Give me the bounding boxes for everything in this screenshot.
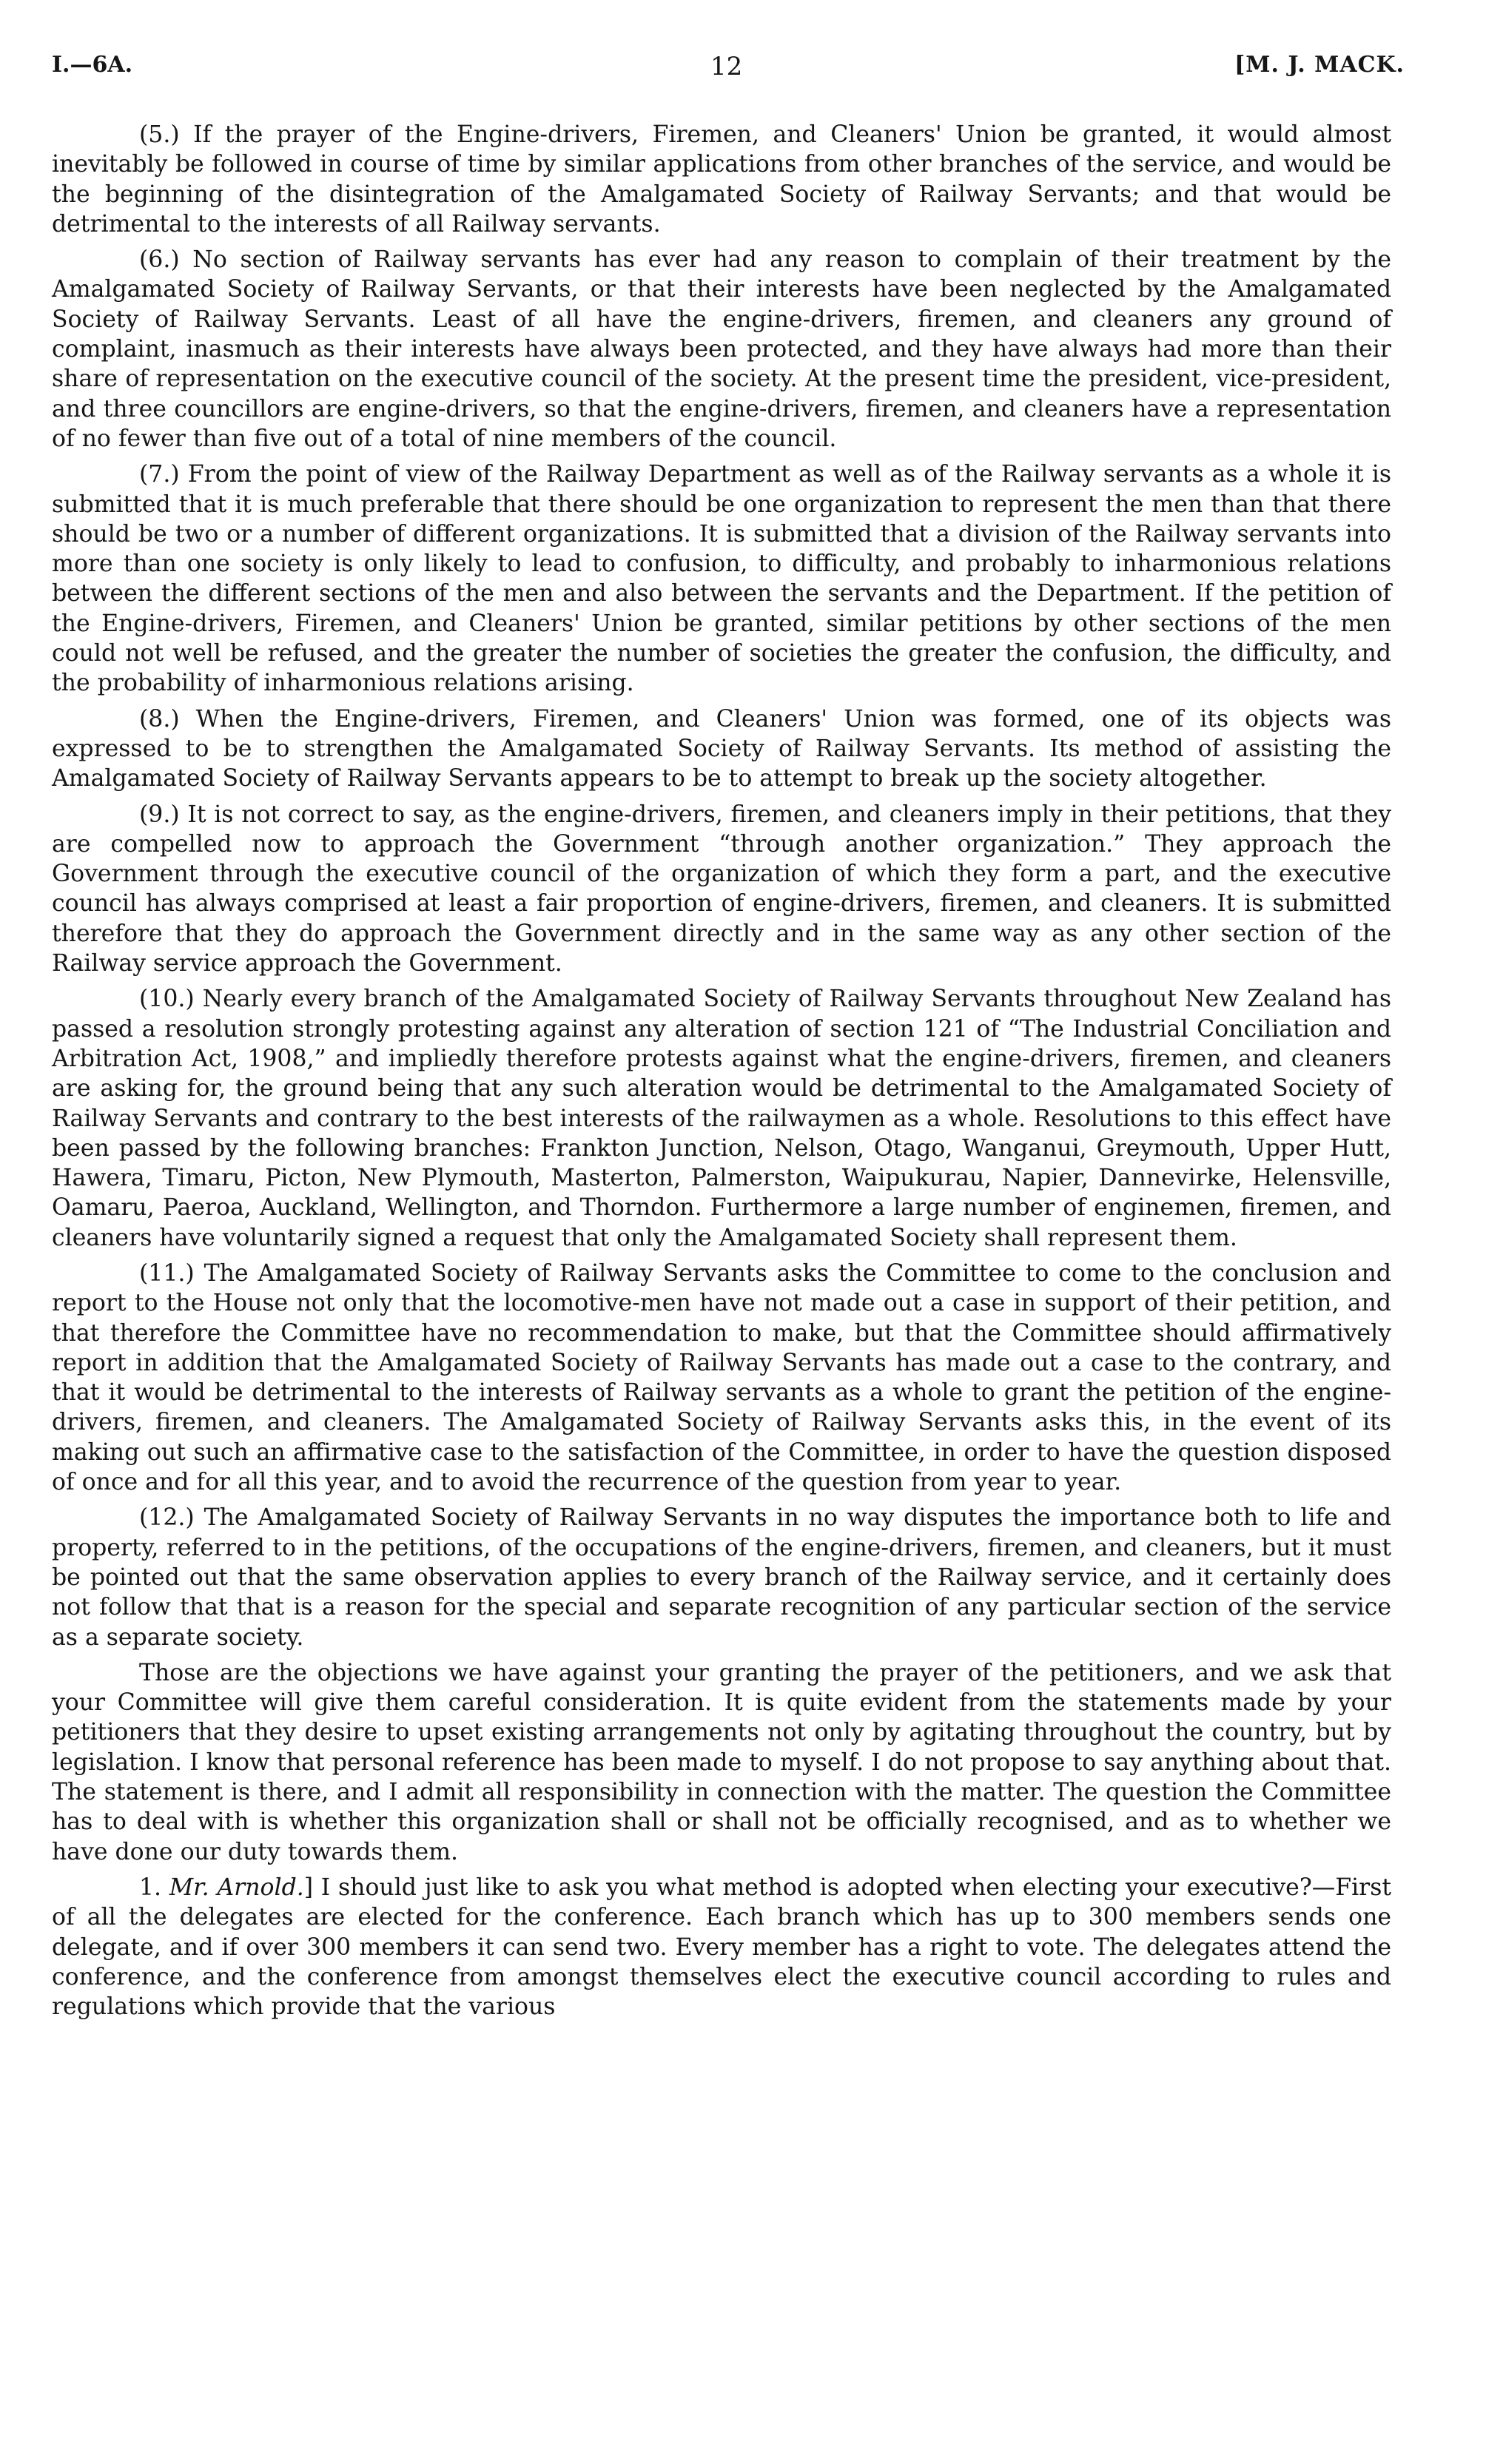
question-1 [52,1873,1391,2022]
paragraph-5: (5.) If the prayer of the Engine-drivers, Firemen, and Cleaners' Union be granted, it would almost inevitably be followed in course of time by similar applications from other branches of the service, and would be the beginning of the disintegration of the Amalgamated Society of Railway Servants; and that would be detrimental to the interests of all Railway servants. [52,121,1391,238]
paragraph-6: (6.) No section of Railway servants has ever had any reason to complain of their treatment by the Amalgamated Society of Railway Servants, or that their interests have been neglected by the Amalgamated Society of Railway Servants. Least of all have the engine-drivers, firemen, and cleaners any ground of complaint, inasmuch as their interests have always been protected, and they have always had more than their share of representation on the executive council of the society. At the present time the president, vice-president, and three councillors are engine-drivers, so that the engine-drivers, firemen, and cleaners have a representation of no fewer than five out of a total of nine members of the council. [52,246,1391,452]
paragraph-11: (11.) The Amalgamated Society of Railway Servants asks the Committee to come to the conclusion and report to the House not only that the locomotive-men have not made out a case in support of their petition, and that therefore the Committee have no recommendation to make, but that the Committee should affirmatively report in addition that the Amalgamated Society of Railway Servants has made out a case to the contrary, and that it would be detrimental to the interests of Railway servants as a whole to grant the petition of the engine-drivers, firemen, and cleaners. The Amalgamated Society of Railway Servants asks this, in the event of its making out such an affirmative case to the satisfaction of the Committee, in order to have the question disposed of once and for all this year, and to avoid the recurrence of the question from year to year. [52,1259,1391,1496]
page-header [52,52,1405,89]
witness-name: [M. J. MACK. [1234,52,1405,78]
paragraph-12: (12.) The Amalgamated Society of Railway Servants in no way disputes the importance both to life and property, referred to in the petitions, of the occupations of the engine-drivers, firemen, and cleaners, but it must be pointed out that the same observation applies to every branch of the Railway service, and it certainly does not follow that that is a reason for the special and separate recognition of any particular section of the service as a separate society. [52,1504,1391,1651]
question-speaker: Mr. Arnold. [169,1874,304,1901]
paragraph-7: (7.) From the point of view of the Railway Department as well as of the Railway servants as a whole it is submitted that it is much preferable that there should be one organization to represent the men than that there should be two or a number of different organizations. It is submitted that a division of the Railway servants into more than one society is only likely to lead to confusion, to difficulty, and probably to inharmonious relations between the different sections of the men and also between the servants and the Department. If the petition of the Engine-drivers, Firemen, and Cleaners' Union be granted, similar petitions by other sections of the men could not well be refused, and the greater the number of societies the greater the confusion, the difficulty, and the probability of inharmonious relations arising. [52,461,1391,697]
paragraph-objections-summary: Those are the objections we have against your granting the prayer of the petitioners, and we ask that your Committee will give them careful consideration. It is quite evident from the statements made by your petitioners that they desire to upset existing arrangements not only by agitating throughout the country, but by legislation. I know that personal reference has been made to myself. I do not propose to say anything about that. The statement is there, and I admit all responsibility in connection with the matter. The question the Committee has to deal with is whether this organization shall or shall not be officially recognised, and as to whether we have done our duty towards them. [52,1659,1391,1865]
page-number: 12 [710,52,743,81]
paragraph-8: (8.) When the Engine-drivers, Firemen, and Cleaners' Union was formed, one of its objects was expressed to be to strengthen the Amalgamated Society of Railway Servants. Its method of assisting the Amalgamated Society of Railway Servants appears to be to attempt to break up the society altogether. [52,705,1391,792]
document-body [52,120,1391,2027]
question-text: ] I should just like to ask you what method is adopted when electing your executive?—First of all the delegates are elected for the conference. Each branch which has up to 300 members sends one delegate, and if over 300 members it can send two. Every member has a right to vote. The delegates attend the conference, and the conference from amongst themselves elect the executive council according to rules and regulations which provide that the various [52,1874,1392,2021]
paragraph-9: (9.) It is not correct to say, as the engine-drivers, firemen, and cleaners imply in their petitions, that they are compelled now to approach the Government “through another organization.” They approach the Government through the executive council of the organization of which they form a part, and the executive council has always comprised at least a fair proportion of engine-drivers, firemen, and cleaners. It is submitted therefore that they do approach the Government directly and in the same way as any other section of the Railway service approach the Government. [52,801,1391,977]
paragraph-10: (10.) Nearly every branch of the Amalgamated Society of Railway Servants throughout New Zealand has passed a resolution strongly protesting against any alteration of section 121 of “The Industrial Conciliation and Arbitration Act, 1908,” and impliedly therefore protests against what the engine-drivers, firemen, and cleaners are asking for, the ground being that any such alteration would be detrimental to the Amalgamated Society of Railway Servants and contrary to the best interests of the railwaymen as a whole. Resolutions to this effect have been passed by the following branches: Frankton Junction, Nelson, Otago, Wanganui, Greymouth, Upper Hutt, Hawera, Timaru, Picton, New Plymouth, Masterton, Palmerston, Waipukurau, Napier, Dannevirke, Helensville, Oamaru, Paeroa, Auckland, Wellington, and Thorndon. Furthermore a large number of enginemen, firemen, and cleaners have voluntarily signed a request that only the Amalgamated Society shall represent them. [52,986,1391,1251]
paper-reference: I.—6A. [52,52,133,78]
question-number: 1. [139,1874,162,1901]
